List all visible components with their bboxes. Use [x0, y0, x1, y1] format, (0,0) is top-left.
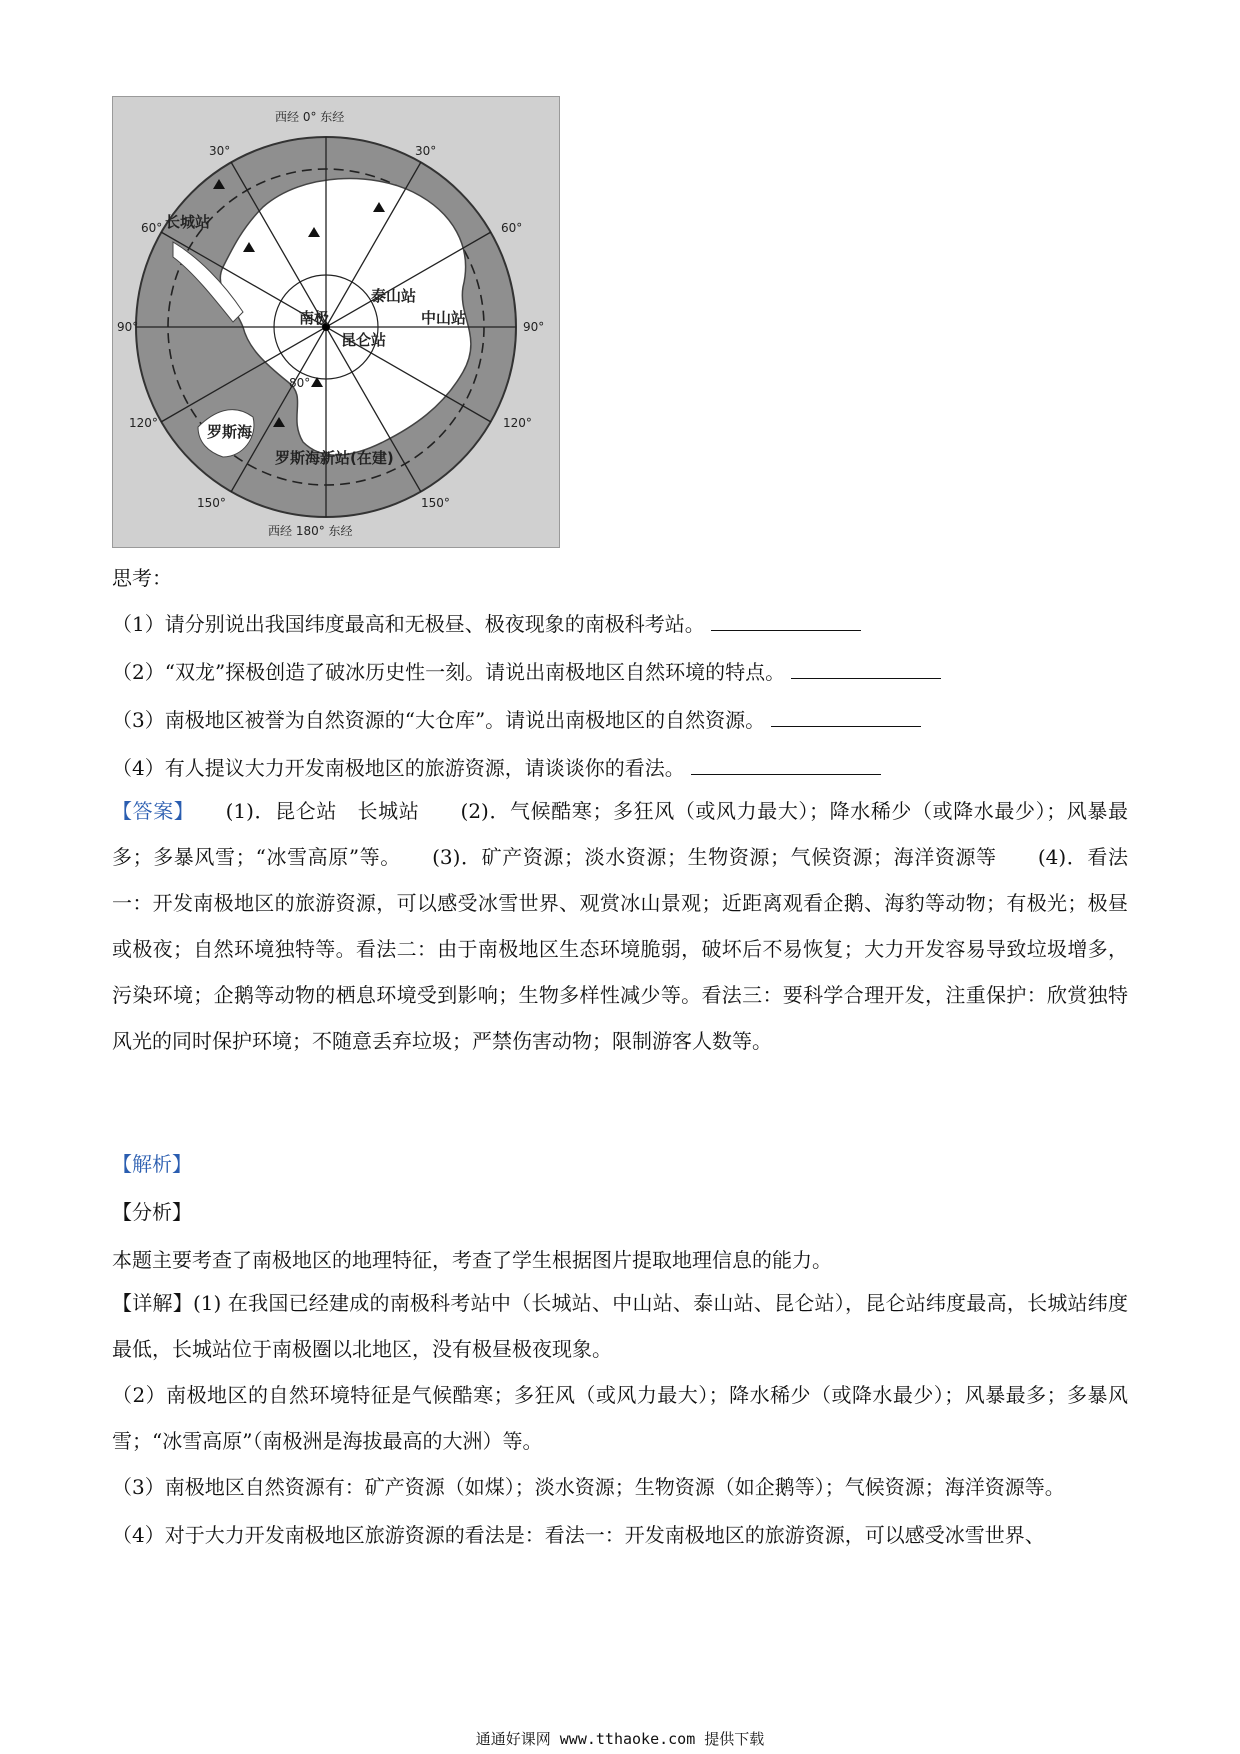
answer-blank-1[interactable]: [711, 610, 861, 631]
deg-150-left: 150°: [197, 496, 226, 510]
zhongshan-station-label: 中山站: [421, 309, 467, 327]
question-4: [112, 752, 1132, 781]
map-bottom-label: 西经 180° 东经: [268, 524, 353, 538]
deg-30-left: 30°: [209, 144, 231, 158]
deg-150-right: 150°: [421, 496, 450, 510]
analysis-tag-text: 【解析】: [112, 1152, 192, 1176]
changcheng-station-label: 长城站: [165, 213, 211, 231]
deg-90-right: 90°: [523, 320, 545, 334]
deg-120-right: 120°: [503, 416, 532, 430]
answer-blank-4[interactable]: [691, 754, 881, 775]
question-2-text: （2）“双龙”探极创造了破冰历史性一刻。请说出南极地区自然环境的特点。: [112, 660, 786, 684]
south-pole-label: 南极: [299, 309, 330, 327]
fenxi-tag: 【分析】: [112, 1200, 192, 1224]
deg-30-right: 30°: [415, 144, 437, 158]
deg-80-label: 80°: [289, 376, 311, 390]
deg-90-left: 90°: [117, 320, 139, 334]
detail-2-paragraph: （2）南极地区的自然环境特征是气候酷寒；多狂风（或风力最大）；降水稀少（或降水最少）；风暴最多；多暴风雪；“冰雪高原”（南极洲是海拔最高的大洲）等。: [112, 1383, 1128, 1453]
taishan-station-label: 泰山站: [371, 287, 417, 305]
ross-station-label: 罗斯海新站(在建): [275, 449, 394, 467]
answer-text: (1)．昆仑站 长城站 (2)．气候酷寒；多狂风（或风力最大）；降水稀少（或降水最少）；风暴最多；多暴风雪；“冰雪高原”等。 (3)．矿产资源；淡水资源；生物资源；气候资源；海洋资源等 (4)．看法一：开发南极地区的旅游资源，可以感受冰雪世界、观赏冰山景观；近距离观看企鹅、海豹等动物；有极光；极昼或极夜；自然环境独特等。看法二：由于南极地区生态环境脆弱，破坏后不易恢复；大力开发容易导致垃圾增多，污染环境；企鹅等动物的栖息环境受到影响；生物多样性减少等。看法三：要科学合理开发，注重保护：欣赏独特风光的同时保护环境；不随意丢弃垃圾；严禁伤害动物；限制游客人数等。: [112, 799, 1128, 1053]
question-1-text: （1）请分别说出我国纬度最高和无极昼、极夜现象的南极科考站。: [112, 612, 705, 636]
detail-tag: 【详解】: [112, 1291, 193, 1315]
antarctica-map-svg: [113, 97, 559, 547]
question-1: [112, 608, 1132, 637]
question-3-text: （3）南极地区被誉为自然资源的“大仓库”。请说出南极地区的自然资源。: [112, 708, 766, 732]
fenxi-text: 本题主要考查了南极地区的地理特征，考查了学生根据图片提取地理信息的能力。: [112, 1248, 832, 1272]
question-2: [112, 656, 1132, 685]
question-4-text: （4）有人提议大力开发南极地区的旅游资源，请谈谈你的看法。: [112, 756, 685, 780]
answer-paragraph: [112, 788, 1128, 1064]
page-footer: 通通好课网 www.tthaoke.com 提供下载: [475, 1730, 765, 1748]
answer-blank-3[interactable]: [771, 706, 921, 727]
question-3: [112, 704, 1132, 733]
analysis-tag: [112, 1148, 1132, 1177]
answer-tag: 【答案】: [112, 799, 185, 823]
answer-blank-2[interactable]: [791, 658, 941, 679]
deg-60-left: 60°: [141, 221, 163, 235]
detail-4-paragraph: （4）对于大力开发南极地区旅游资源的看法是：看法一：开发南极地区的旅游资源，可以感受冰雪世界、: [112, 1523, 1045, 1547]
deg-60-right: 60°: [501, 221, 523, 235]
deg-120-left: 120°: [129, 416, 158, 430]
detail-1-text: (1) 在我国已经建成的南极科考站中（长城站、中山站、泰山站、昆仑站），昆仑站纬度最高，长城站纬度最低，长城站位于南极圈以北地区，没有极昼极夜现象。: [112, 1291, 1129, 1361]
detail-1-paragraph: [112, 1280, 1128, 1372]
map-top-label: 西经 0° 东经: [275, 110, 345, 124]
thinking-title: 思考：: [112, 566, 172, 590]
kunlun-station-label: 昆仑站: [341, 331, 387, 349]
ross-sea-label: 罗斯海: [207, 423, 253, 441]
antarctica-map: [112, 96, 560, 548]
detail-3-paragraph: （3）南极地区自然资源有：矿产资源（如煤）；淡水资源；生物资源（如企鹅等）；气候资源；海洋资源等。: [112, 1475, 1065, 1499]
